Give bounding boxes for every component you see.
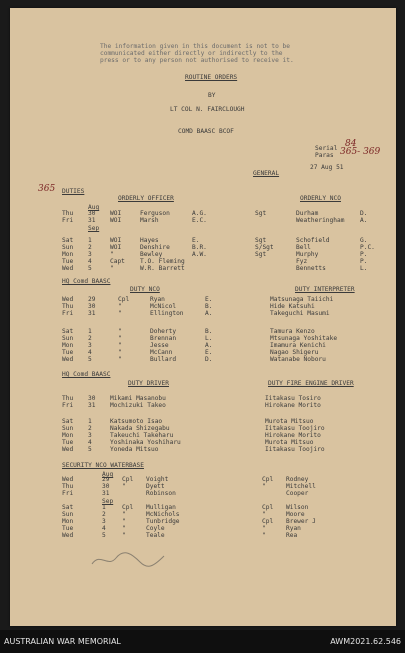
- oo-date: 31: [88, 217, 96, 224]
- sec-name: McNichols: [146, 511, 180, 518]
- interpreter-name: Watanabe Noboru: [270, 356, 326, 363]
- sec-name: Voight: [146, 476, 169, 483]
- oo-rank: WOI: [110, 237, 122, 244]
- driver-day: Wed: [62, 446, 74, 453]
- nco-date: 30: [88, 303, 96, 310]
- part-label: GENERAL: [253, 170, 280, 177]
- oo-name: Denshire: [140, 244, 170, 251]
- sec-name: Teale: [146, 532, 165, 539]
- driver-day: Sun: [62, 425, 74, 432]
- nco-rank: ": [118, 356, 122, 363]
- sec-rank2: Cpl: [262, 518, 274, 525]
- onco-name: Weatheringham: [296, 217, 345, 224]
- notice-line-3: press or to any person not authorised to receive it.: [100, 57, 294, 64]
- hq-label-2: HQ Comd BAASC: [62, 371, 111, 378]
- onco-init: D.: [360, 210, 368, 217]
- sec-day: Sat: [62, 504, 74, 511]
- paras-label: Paras: [315, 152, 334, 159]
- fire-driver-name: Hirokane Morito: [265, 402, 321, 409]
- oo-day: Thu: [62, 210, 74, 217]
- fire-driver-name: Murota Mitsuo: [265, 439, 314, 446]
- oo-day: Tue: [62, 258, 74, 265]
- notice-line-1: The information given in this document is not to be: [100, 43, 290, 50]
- sec-day: Tue: [62, 525, 74, 532]
- interpreter-name: Imamura Kenichi: [270, 342, 326, 349]
- nco-name: Bullard: [150, 356, 177, 363]
- onco-init: P.C.: [360, 244, 375, 251]
- nco-name: McNicol: [150, 303, 177, 310]
- serial-value: 84: [345, 139, 357, 149]
- security-month-aug: Aug: [102, 471, 114, 478]
- nco-init: L.: [205, 335, 213, 342]
- oo-name: Marsh: [140, 217, 159, 224]
- fire-driver-name: Iitakasu Toojiro: [265, 425, 325, 432]
- duty-driver-heading: DUTY DRIVER: [128, 380, 169, 387]
- duties-heading: DUTIES: [62, 188, 85, 195]
- serial-label: Serial: [315, 145, 338, 152]
- sec-rank2: ": [262, 532, 266, 539]
- footer-right-text: AWM2021.62.546: [330, 637, 401, 646]
- nco-day: Tue: [62, 349, 74, 356]
- nco-date: 1: [88, 328, 92, 335]
- sec-date: 31: [102, 490, 110, 497]
- oo-name: W.R. Barrett: [140, 265, 185, 272]
- nco-day: Fri: [62, 310, 74, 317]
- orderly-nco-heading: ORDERLY NCO: [300, 195, 341, 202]
- sec-name2: Mitchell: [286, 483, 316, 490]
- sec-name: Robinson: [146, 490, 176, 497]
- sec-day: Thu: [62, 483, 74, 490]
- sec-name2: Wilson: [286, 504, 309, 511]
- sec-rank: ": [122, 525, 126, 532]
- month-sep: Sep: [88, 225, 100, 232]
- sec-date: 5: [102, 532, 106, 539]
- nco-init: A.: [205, 310, 213, 317]
- oo-init: A.W.: [192, 251, 207, 258]
- document-page: [10, 8, 396, 626]
- oo-day: Wed: [62, 265, 74, 272]
- nco-day: Thu: [62, 303, 74, 310]
- oo-rank: WOI: [110, 210, 122, 217]
- nco-init: B.: [205, 303, 213, 310]
- sec-name: Dyett: [146, 483, 165, 490]
- nco-name: Brennan: [150, 335, 177, 342]
- driver-day: Thu: [62, 395, 74, 402]
- nco-rank: ": [118, 342, 122, 349]
- officer-name: LT COL N. FAIRCLOUGH: [170, 106, 245, 113]
- oo-day: Sat: [62, 237, 74, 244]
- oo-init: E.: [192, 237, 200, 244]
- sec-rank2: ": [262, 525, 266, 532]
- unit-name: COMD BAASC BCOF: [178, 128, 234, 135]
- nco-rank: ": [118, 328, 122, 335]
- fire-driver-name: Iitakasu Toojiro: [265, 446, 325, 453]
- onco-rank: Sgt: [255, 210, 267, 217]
- oo-init: A.G.: [192, 210, 207, 217]
- nco-day: Sat: [62, 328, 74, 335]
- oo-date: 2: [88, 244, 92, 251]
- driver-name: Mochizuki Takeo: [110, 402, 166, 409]
- duty-fire-heading: DUTY FIRE ENGINE DRIVER: [268, 380, 354, 387]
- oo-rank: Capt: [110, 258, 125, 265]
- oo-day: Sun: [62, 244, 74, 251]
- driver-day: Fri: [62, 402, 74, 409]
- sec-name: Mulligan: [146, 504, 176, 511]
- sec-date: 30: [102, 483, 110, 490]
- oo-rank: ": [110, 265, 114, 272]
- nco-date: 5: [88, 356, 92, 363]
- sec-rank2: Cpl: [262, 476, 274, 483]
- interpreter-name: Tamura Kenzo: [270, 328, 315, 335]
- onco-init: P.: [360, 258, 368, 265]
- sec-rank2: ": [262, 511, 266, 518]
- onco-name: Fyz: [296, 258, 308, 265]
- nco-date: 29: [88, 296, 96, 303]
- nco-date: 4: [88, 349, 92, 356]
- sec-date: 2: [102, 511, 106, 518]
- driver-day: Tue: [62, 439, 74, 446]
- sec-rank: ": [122, 532, 126, 539]
- nco-name: Doherty: [150, 328, 177, 335]
- onco-name: Bell: [296, 244, 311, 251]
- oo-rank: WOI: [110, 217, 122, 224]
- oo-date: 4: [88, 258, 92, 265]
- nco-name: McCann: [150, 349, 173, 356]
- document-title: ROUTINE ORDERS: [185, 74, 238, 81]
- sec-date: 29: [102, 476, 110, 483]
- sec-name: Coyle: [146, 525, 165, 532]
- footer-bar: [0, 630, 405, 653]
- security-month-sep: Sep: [102, 498, 114, 505]
- sec-rank: ": [122, 511, 126, 518]
- onco-name: Durham: [296, 210, 319, 217]
- sec-rank: ": [122, 518, 126, 525]
- nco-date: 2: [88, 335, 92, 342]
- sec-day: Sun: [62, 511, 74, 518]
- driver-date: 1: [88, 418, 92, 425]
- driver-date: 5: [88, 446, 92, 453]
- sec-name2: Brewer J: [286, 518, 316, 525]
- footer-left-text: AUSTRALIAN WAR MEMORIAL: [4, 637, 121, 646]
- driver-date: 30: [88, 395, 96, 402]
- sec-day: Fri: [62, 490, 74, 497]
- driver-name: Yoneda Mitsuo: [110, 446, 159, 453]
- nco-rank: ": [118, 349, 122, 356]
- interpreter-name: Takeguchi Masumi: [270, 310, 330, 317]
- sec-day: Wed: [62, 532, 74, 539]
- onco-rank: Sgt: [255, 237, 267, 244]
- onco-rank: S/Sgt: [255, 244, 274, 251]
- driver-date: 4: [88, 439, 92, 446]
- duty-interpreter-heading: DUTY INTERPRETER: [295, 286, 355, 293]
- fire-driver-name: Hirokane Morito: [265, 432, 321, 439]
- oo-date: 5: [88, 265, 92, 272]
- paras-value: 365- 369: [340, 147, 381, 157]
- onco-init: A.: [360, 217, 368, 224]
- sec-day: Mon: [62, 518, 74, 525]
- nco-date: 3: [88, 342, 92, 349]
- nco-rank: ": [118, 310, 122, 317]
- sec-name2: Moore: [286, 511, 305, 518]
- hq-label-1: HQ Comd BAASC: [62, 278, 111, 285]
- month-aug: Aug: [88, 204, 100, 211]
- orderly-officer-heading: ORDERLY OFFICER: [118, 195, 174, 202]
- oo-init: E.C.: [192, 217, 207, 224]
- driver-date: 31: [88, 402, 96, 409]
- sec-rank: ": [122, 483, 126, 490]
- document-date: 27 Aug 51: [310, 164, 344, 171]
- interpreter-name: Nagao Shigeru: [270, 349, 319, 356]
- onco-init: L.: [360, 265, 368, 272]
- nco-rank: Cpl: [118, 296, 130, 303]
- driver-date: 3: [88, 432, 92, 439]
- nco-rank: ": [118, 335, 122, 342]
- driver-name: Yoshinaka Yoshiharu: [110, 439, 181, 446]
- onco-name: Murphy: [296, 251, 319, 258]
- nco-date: 31: [88, 310, 96, 317]
- oo-date: 1: [88, 237, 92, 244]
- security-heading: SECURITY NCO WATERBASE: [62, 462, 144, 469]
- sec-name2: Cooper: [286, 490, 309, 497]
- driver-date: 2: [88, 425, 92, 432]
- oo-day: Fri: [62, 217, 74, 224]
- sec-date: 1: [102, 504, 106, 511]
- oo-date: 3: [88, 251, 92, 258]
- signature-scribble: [88, 548, 168, 572]
- nco-rank: ": [118, 303, 122, 310]
- sec-date: 4: [102, 525, 106, 532]
- onco-name: Schofield: [296, 237, 330, 244]
- oo-name: Ferguson: [140, 210, 170, 217]
- nco-name: Ellington: [150, 310, 184, 317]
- duty-nco-heading: DUTY NCO: [130, 286, 160, 293]
- oo-rank: WOI: [110, 244, 122, 251]
- sec-date: 3: [102, 518, 106, 525]
- sec-day: Wed: [62, 476, 74, 483]
- notice-line-2: communicated either directly or indirectly to the: [100, 50, 283, 57]
- sec-rank: Cpl: [122, 504, 134, 511]
- oo-name: Hayes: [140, 237, 159, 244]
- oo-date: 30: [88, 210, 96, 217]
- nco-day: Sun: [62, 335, 74, 342]
- nco-day: Wed: [62, 296, 74, 303]
- driver-name: Takeuchi Takeharu: [110, 432, 174, 439]
- oo-name: Bewley: [140, 251, 163, 258]
- sec-rank: Cpl: [122, 476, 134, 483]
- fire-driver-name: Iitakasu Tosiro: [265, 395, 321, 402]
- nco-init: E.: [205, 349, 213, 356]
- interpreter-name: Matsunaga Taiichi: [270, 296, 334, 303]
- interpreter-name: Hide Katsuhi: [270, 303, 315, 310]
- driver-name: Katsumoto Isao: [110, 418, 163, 425]
- onco-name: Bennetts: [296, 265, 326, 272]
- onco-rank: Sgt: [255, 251, 267, 258]
- onco-init: G.: [360, 237, 368, 244]
- oo-rank: ": [110, 251, 114, 258]
- sec-name2: Rodney: [286, 476, 309, 483]
- driver-day: Sat: [62, 418, 74, 425]
- onco-init: P.: [360, 251, 368, 258]
- sec-name2: Rea: [286, 532, 298, 539]
- sec-name: Tunbridge: [146, 518, 180, 525]
- sec-name2: Ryan: [286, 525, 301, 532]
- sec-rank2: Cpl: [262, 504, 274, 511]
- driver-day: Mon: [62, 432, 74, 439]
- oo-day: Mon: [62, 251, 74, 258]
- sec-rank2: ": [262, 483, 266, 490]
- interpreter-name: Mtsunaga Yoshitake: [270, 335, 338, 342]
- nco-init: A.: [205, 342, 213, 349]
- driver-name: Mikami Masanobu: [110, 395, 166, 402]
- nco-day: Mon: [62, 342, 74, 349]
- nco-init: E.: [205, 296, 213, 303]
- fire-driver-name: Murota Mitsuo: [265, 418, 314, 425]
- para-number: 365: [38, 184, 56, 194]
- oo-name: T.O. Fleming: [140, 258, 185, 265]
- nco-name: Ryan: [150, 296, 165, 303]
- by-label: BY: [208, 92, 216, 99]
- nco-init: B.: [205, 328, 213, 335]
- nco-init: D.: [205, 356, 213, 363]
- nco-name: Jesse: [150, 342, 169, 349]
- driver-name: Nakada Shizegabu: [110, 425, 170, 432]
- oo-init: B.R.: [192, 244, 207, 251]
- nco-day: Wed: [62, 356, 74, 363]
